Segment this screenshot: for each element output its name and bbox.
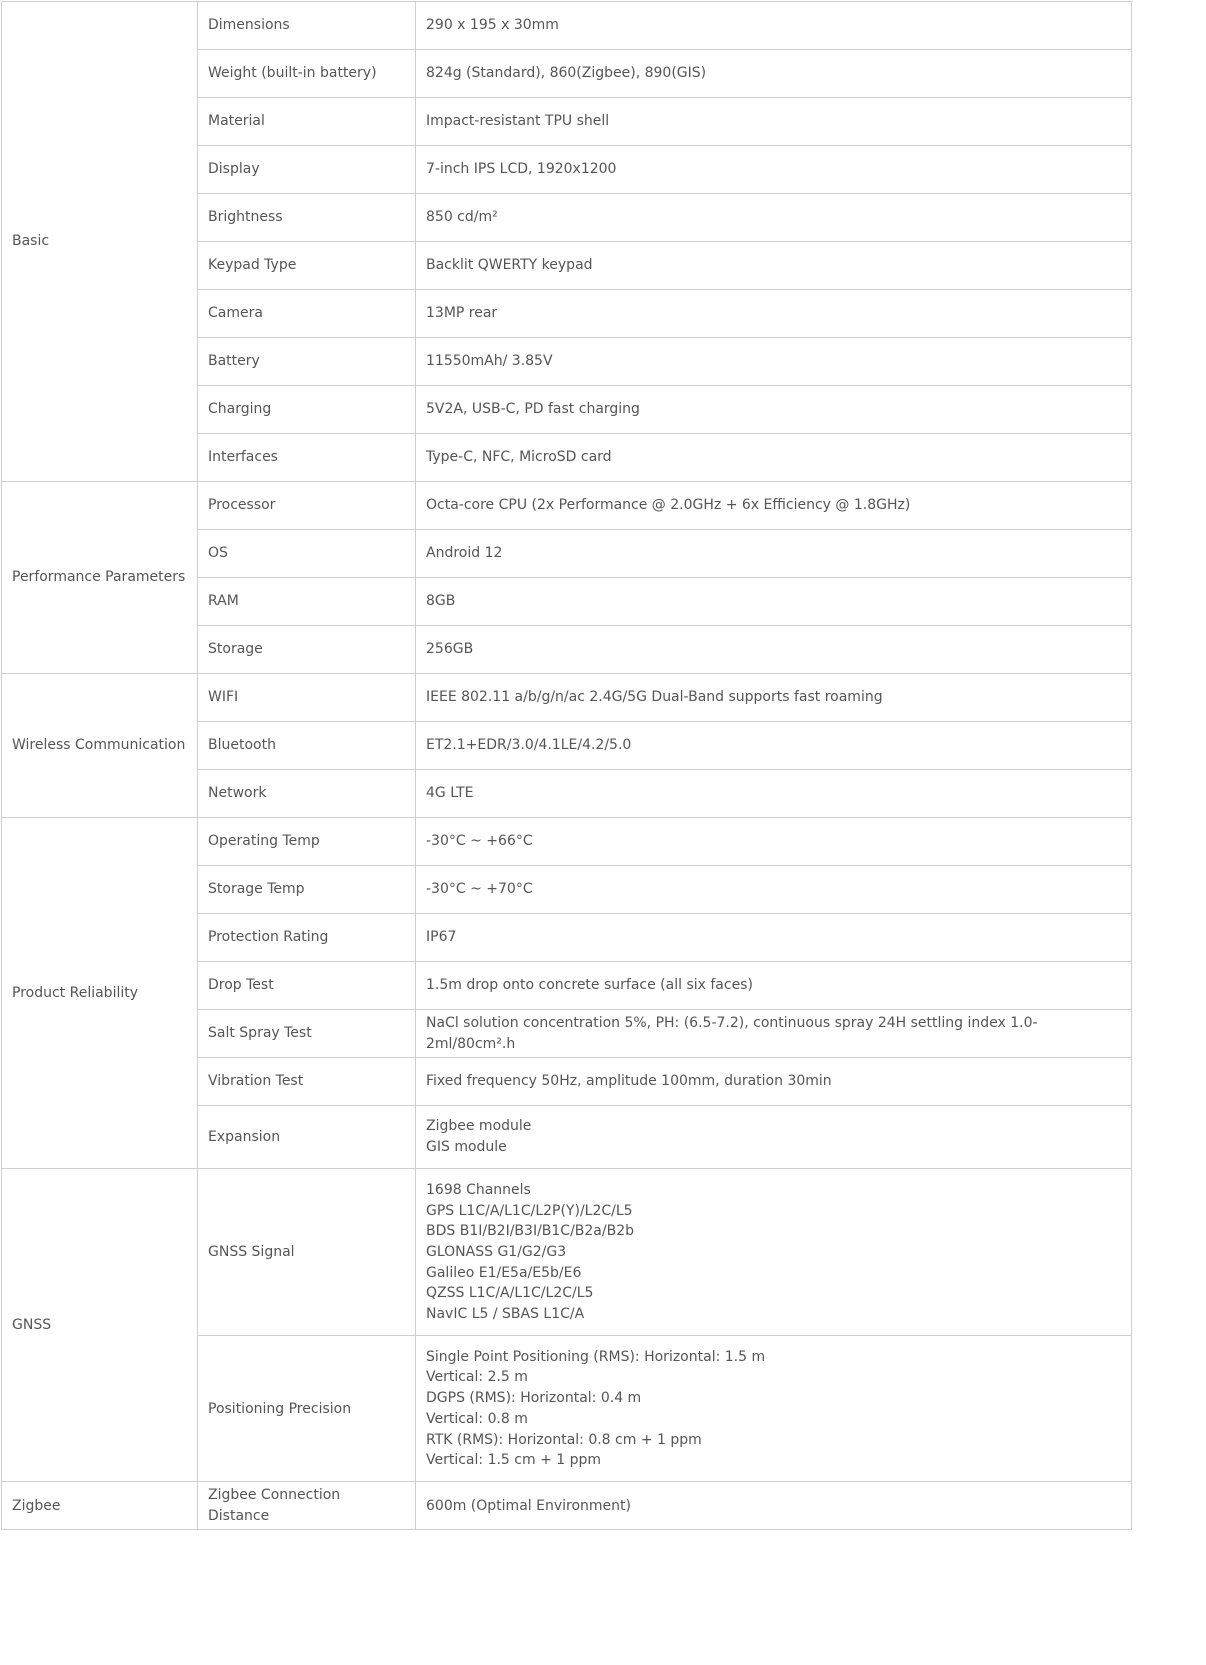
spec-value-line: Impact-resistant TPU shell	[426, 113, 610, 130]
spec-value-cell	[416, 770, 1132, 818]
spec-value-line: IP67	[426, 929, 457, 946]
spec-value-line: -30°C ~ +66°C	[426, 833, 533, 850]
spec-value-line: 13MP rear	[426, 305, 498, 322]
spec-value-line: ET2.1+EDR/3.0/4.1LE/4.2/5.0	[426, 737, 632, 754]
spec-label-cell: OS	[198, 530, 416, 578]
spec-label-cell: Processor	[198, 482, 416, 530]
spec-label-cell: Drop Test	[198, 962, 416, 1010]
spec-value-cell	[416, 386, 1132, 434]
spec-value-line: Backlit QWERTY keypad	[426, 257, 593, 274]
spec-value-cell	[416, 1336, 1132, 1482]
spec-value-line: 850 cd/m²	[426, 209, 498, 226]
spec-row	[2, 674, 1132, 722]
spec-label-cell: Dimensions	[198, 2, 416, 50]
spec-label-cell: RAM	[198, 578, 416, 626]
spec-value-line: 600m (Optimal Environment)	[426, 1497, 631, 1514]
spec-value-line: BDS B1I/B2I/B3I/B1C/B2a/B2b	[426, 1223, 635, 1240]
spec-label-cell: Network	[198, 770, 416, 818]
spec-label-cell: Camera	[198, 290, 416, 338]
spec-value-cell	[416, 1106, 1132, 1169]
spec-label-cell: Bluetooth	[198, 722, 416, 770]
spec-label-cell: Display	[198, 146, 416, 194]
spec-label-cell: Interfaces	[198, 434, 416, 482]
spec-value-line: DGPS (RMS): Horizontal: 0.4 m	[426, 1390, 642, 1407]
spec-label-cell: WIFI	[198, 674, 416, 722]
spec-value-cell	[416, 242, 1132, 290]
spec-label-cell: Zigbee Connection Distance	[198, 1482, 416, 1530]
spec-value-line: Type-C, NFC, MicroSD card	[426, 449, 612, 466]
spec-value-cell	[416, 2, 1132, 50]
spec-value-line: Vertical: 0.8 m	[426, 1410, 528, 1427]
spec-value-cell	[416, 194, 1132, 242]
spec-label-cell: Battery	[198, 338, 416, 386]
spec-value-cell	[416, 1169, 1132, 1336]
spec-value-cell	[416, 962, 1132, 1010]
spec-value-line: -30°C ~ +70°C	[426, 881, 533, 898]
spec-label-cell: Positioning Precision	[198, 1336, 416, 1482]
spec-value-cell	[416, 866, 1132, 914]
spec-value-cell	[416, 98, 1132, 146]
section-name-cell: Performance Parameters	[2, 482, 198, 674]
section-name-cell: Basic	[2, 2, 198, 482]
spec-label-cell: Storage	[198, 626, 416, 674]
spec-row	[2, 2, 1132, 50]
spec-value-line: NavIC L5 / SBAS L1C/A	[426, 1306, 585, 1323]
spec-row	[2, 482, 1132, 530]
spec-value-cell	[416, 290, 1132, 338]
section-name-cell: Wireless Communication	[2, 674, 198, 818]
spec-value-line: RTK (RMS): Horizontal: 0.8 cm + 1 ppm	[426, 1431, 702, 1448]
section-name-cell: Product Reliability	[2, 818, 198, 1169]
spec-value-line: Vertical: 1.5 cm + 1 ppm	[426, 1452, 602, 1469]
spec-value-line: GPS L1C/A/L1C/L2P(Y)/L2C/L5	[426, 1202, 633, 1219]
spec-label-cell: Salt Spray Test	[198, 1010, 416, 1058]
spec-value-cell	[416, 482, 1132, 530]
spec-label-cell: Protection Rating	[198, 914, 416, 962]
spec-value-cell	[416, 674, 1132, 722]
spec-value-cell	[416, 434, 1132, 482]
spec-value-line: Octa-core CPU (2x Performance @ 2.0GHz + 6x Efficiency @ 1.8GHz)	[426, 497, 911, 514]
spec-value-cell	[416, 1482, 1132, 1530]
spec-value-line: 256GB	[426, 641, 474, 658]
spec-row	[2, 1482, 1132, 1530]
spec-value-line: 290 x 195 x 30mm	[426, 17, 559, 34]
spec-label-cell: Material	[198, 98, 416, 146]
spec-value-line: GLONASS G1/G2/G3	[426, 1243, 567, 1260]
spec-value-line: 4G LTE	[426, 785, 474, 802]
spec-label-cell: GNSS Signal	[198, 1169, 416, 1336]
spec-value-cell	[416, 722, 1132, 770]
spec-value-line: 5V2A, USB-C, PD fast charging	[426, 401, 640, 418]
spec-value-line: 1.5m drop onto concrete surface (all six faces)	[426, 977, 753, 994]
spec-label-cell: Keypad Type	[198, 242, 416, 290]
spec-label-cell: Weight (built-in battery)	[198, 50, 416, 98]
spec-value-line: QZSS L1C/A/L1C/L2C/L5	[426, 1285, 594, 1302]
spec-row	[2, 818, 1132, 866]
spec-value-cell	[416, 914, 1132, 962]
spec-value-cell	[416, 626, 1132, 674]
spec-table	[1, 1, 1132, 1530]
spec-value-cell	[416, 578, 1132, 626]
spec-value-line: Fixed frequency 50Hz, amplitude 100mm, duration 30min	[426, 1073, 832, 1090]
spec-value-line: GIS module	[426, 1139, 507, 1156]
spec-value-line: IEEE 802.11 a/b/g/n/ac 2.4G/5G Dual-Band supports fast roaming	[426, 689, 883, 706]
spec-value-cell	[416, 146, 1132, 194]
spec-value-cell	[416, 818, 1132, 866]
spec-table-body	[2, 2, 1132, 1530]
spec-label-cell: Operating Temp	[198, 818, 416, 866]
spec-label-cell: Expansion	[198, 1106, 416, 1169]
spec-label-cell: Storage Temp	[198, 866, 416, 914]
spec-value-cell	[416, 50, 1132, 98]
spec-value-line: 824g (Standard), 860(Zigbee), 890(GIS)	[426, 65, 707, 82]
spec-row	[2, 1169, 1132, 1336]
spec-value-line: Galileo E1/E5a/E5b/E6	[426, 1264, 582, 1281]
spec-value-line: NaCl solution concentration 5%, PH: (6.5-7.2), continuous spray 24H settling index 1.0-2ml/80cm².h	[426, 1014, 1038, 1052]
spec-value-line: Zigbee module	[426, 1118, 532, 1135]
spec-value-line: 1698 Channels	[426, 1181, 531, 1198]
spec-value-line: Android 12	[426, 545, 503, 562]
spec-value-cell	[416, 1010, 1132, 1058]
spec-value-line: 8GB	[426, 593, 456, 610]
spec-value-cell	[416, 1058, 1132, 1106]
spec-label-cell: Vibration Test	[198, 1058, 416, 1106]
spec-value-line: Single Point Positioning (RMS): Horizontal: 1.5 m	[426, 1348, 766, 1365]
spec-value-line: 11550mAh/ 3.85V	[426, 353, 553, 370]
spec-label-cell: Charging	[198, 386, 416, 434]
section-name-cell: Zigbee	[2, 1482, 198, 1530]
spec-value-cell	[416, 338, 1132, 386]
spec-label-cell: Brightness	[198, 194, 416, 242]
spec-value-line: 7-inch IPS LCD, 1920x1200	[426, 161, 617, 178]
spec-value-cell	[416, 530, 1132, 578]
section-name-cell: GNSS	[2, 1169, 198, 1482]
spec-value-line: Vertical: 2.5 m	[426, 1369, 528, 1386]
